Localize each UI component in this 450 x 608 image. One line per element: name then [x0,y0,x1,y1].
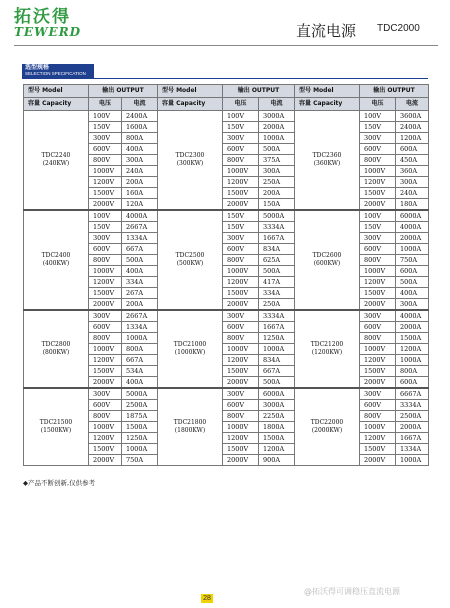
voltage-cell: 150V [223,222,259,233]
voltage-cell: 100V [360,210,396,222]
section-heading [22,64,94,78]
voltage-cell: 1000V [360,344,396,355]
current-cell: 5000A [122,388,158,400]
voltage-cell: 1200V [89,277,122,288]
voltage-cell: 800V [223,155,259,166]
voltage-cell: 1000V [360,266,396,277]
current-cell: 400A [122,377,158,389]
model-capacity: (600KW) [313,260,341,267]
voltage-cell: 600V [360,144,396,155]
voltage-cell: 1000V [89,344,122,355]
voltage-cell: 1500V [223,188,259,199]
voltage-header: 电压 [360,98,396,111]
voltage-cell: 600V [89,400,122,411]
current-cell: 120A [122,199,158,211]
table-row [24,111,429,122]
current-cell: 267A [122,288,158,299]
current-cell: 400A [396,288,429,299]
voltage-cell: 1500V [223,444,259,455]
current-cell: 500A [122,255,158,266]
current-cell: 1000A [259,133,295,144]
model-name: TDC2400 [41,252,71,259]
model-cell [295,310,360,388]
voltage-cell: 600V [360,400,396,411]
section-heading-cn: 选型规格 [25,64,50,71]
current-cell: 1000A [122,333,158,344]
voltage-cell: 1200V [223,277,259,288]
voltage-cell: 1500V [223,366,259,377]
output-header: 输出 OUTPUT [360,85,429,98]
current-cell: 1000A [122,444,158,455]
section-heading-en: SELECTION SPECIFICATION [25,71,86,76]
current-cell: 1000A [396,455,429,466]
table-subheader-row [24,98,429,111]
model-cell [24,210,89,310]
voltage-cell: 300V [360,388,396,400]
voltage-cell: 1200V [360,177,396,188]
voltage-cell: 300V [360,233,396,244]
voltage-cell: 150V [89,122,122,133]
voltage-cell: 300V [223,388,259,400]
voltage-cell: 1200V [223,177,259,188]
voltage-cell: 150V [360,122,396,133]
current-cell: 3000A [259,400,295,411]
current-cell: 1200A [396,344,429,355]
model-cell [295,388,360,466]
current-cell: 300A [122,155,158,166]
voltage-cell: 100V [360,111,396,122]
current-cell: 2000A [396,322,429,333]
current-cell: 1334A [122,233,158,244]
voltage-cell: 300V [360,133,396,144]
model-cell [295,210,360,310]
table-row [24,310,429,322]
current-cell: 150A [259,199,295,211]
voltage-cell: 1500V [360,366,396,377]
model-capacity: (800KW) [42,349,70,356]
voltage-cell: 2000V [360,455,396,466]
current-cell: 500A [259,377,295,389]
model-header: 型号 Model [158,85,223,98]
current-cell: 900A [259,455,295,466]
current-cell: 240A [396,188,429,199]
table-row [24,210,429,222]
voltage-cell: 2000V [89,377,122,389]
voltage-cell: 1000V [223,166,259,177]
voltage-cell: 600V [223,322,259,333]
voltage-cell: 2000V [223,455,259,466]
model-cell [24,111,89,211]
voltage-cell: 2000V [89,199,122,211]
model-capacity: (500KW) [176,260,204,267]
voltage-cell: 150V [223,122,259,133]
current-cell: 750A [122,455,158,466]
voltage-cell: 1000V [223,422,259,433]
current-cell: 667A [122,355,158,366]
current-header: 电流 [259,98,295,111]
current-cell: 1500A [122,422,158,433]
voltage-cell: 1200V [89,177,122,188]
current-cell: 1000A [396,355,429,366]
current-cell: 1250A [259,333,295,344]
model-header: 型号 Model [295,85,360,98]
model-cell [158,210,223,310]
current-cell: 2667A [122,310,158,322]
current-cell: 6000A [259,388,295,400]
current-cell: 1600A [122,122,158,133]
voltage-cell: 300V [223,233,259,244]
voltage-cell: 1200V [89,433,122,444]
voltage-cell: 1000V [360,422,396,433]
watermark: @拓沃得可调稳压直流电源 [304,587,400,596]
model-capacity: (300KW) [176,160,204,167]
model-name: TDC21800 [173,419,207,426]
model-cell [295,111,360,211]
model-cell [24,388,89,466]
current-cell: 400A [122,266,158,277]
voltage-cell: 1200V [360,355,396,366]
voltage-cell: 600V [223,144,259,155]
page-number: 28 [201,594,213,603]
model-name: TDC2240 [41,152,71,159]
current-cell: 800A [122,344,158,355]
voltage-cell: 300V [223,310,259,322]
current-cell: 834A [259,244,295,255]
capacity-header: 容量 Capacity [24,98,89,111]
current-cell: 180A [396,199,429,211]
voltage-cell: 2000V [223,199,259,211]
series-model: TDC2000 [377,23,420,34]
current-cell: 800A [122,133,158,144]
voltage-cell: 800V [223,333,259,344]
voltage-cell: 100V [89,111,122,122]
voltage-cell: 2000V [360,199,396,211]
current-cell: 1000A [259,344,295,355]
model-capacity: (360KW) [313,160,341,167]
current-cell: 4000A [396,222,429,233]
current-cell: 1200A [396,133,429,144]
model-capacity: (2000KW) [311,427,343,434]
current-cell: 2667A [122,222,158,233]
current-cell: 667A [259,366,295,377]
current-cell: 300A [396,299,429,311]
current-cell: 1875A [122,411,158,422]
voltage-cell: 300V [89,133,122,144]
model-cell [158,388,223,466]
voltage-cell: 2000V [360,299,396,311]
voltage-cell: 300V [89,310,122,322]
brand-logo [14,8,124,38]
current-cell: 3334A [259,222,295,233]
voltage-cell: 1000V [223,344,259,355]
voltage-header: 电压 [89,98,122,111]
voltage-cell: 1000V [89,166,122,177]
voltage-cell: 1500V [223,288,259,299]
current-cell: 1250A [122,433,158,444]
output-header: 输出 OUTPUT [223,85,295,98]
current-cell: 2500A [396,411,429,422]
model-name: TDC21200 [310,341,344,348]
current-cell: 800A [396,366,429,377]
model-capacity: (1500KW) [40,427,72,434]
current-cell: 1500A [396,333,429,344]
table-row [24,388,429,400]
voltage-cell: 1500V [89,444,122,455]
voltage-cell: 1500V [360,188,396,199]
voltage-cell: 300V [89,388,122,400]
current-header: 电流 [122,98,158,111]
page-title: 直流电源 [296,22,357,40]
model-name: TDC2800 [41,341,71,348]
voltage-cell: 1500V [89,366,122,377]
table-header-row [24,85,429,98]
voltage-cell: 150V [89,222,122,233]
model-capacity: (1200KW) [311,349,343,356]
current-cell: 334A [122,277,158,288]
model-name: TDC21500 [39,419,73,426]
current-cell: 6000A [396,210,429,222]
current-cell: 2000A [396,422,429,433]
model-name: TDC2500 [175,252,205,259]
current-cell: 450A [396,155,429,166]
current-cell: 667A [122,244,158,255]
model-capacity: (400KW) [42,260,70,267]
current-cell: 750A [396,255,429,266]
current-cell: 1667A [259,233,295,244]
voltage-cell: 600V [89,244,122,255]
voltage-cell: 600V [223,244,259,255]
model-name: TDC2600 [312,252,342,259]
current-cell: 1200A [259,444,295,455]
current-cell: 160A [122,188,158,199]
voltage-cell: 800V [360,155,396,166]
current-cell: 2000A [259,122,295,133]
voltage-cell: 1200V [89,355,122,366]
model-cell [24,310,89,388]
model-name: TDC21000 [173,341,207,348]
current-cell: 500A [259,266,295,277]
model-header: 型号 Model [24,85,89,98]
voltage-cell: 1200V [360,433,396,444]
voltage-cell: 600V [360,322,396,333]
current-cell: 417A [259,277,295,288]
voltage-cell: 1500V [360,288,396,299]
voltage-header: 电压 [223,98,259,111]
current-cell: 2250A [259,411,295,422]
voltage-cell: 2000V [89,455,122,466]
voltage-cell: 1500V [89,188,122,199]
voltage-cell: 1000V [89,266,122,277]
voltage-cell: 2000V [89,299,122,311]
voltage-cell: 1000V [89,422,122,433]
capacity-header: 容量 Capacity [295,98,360,111]
current-cell: 2400A [122,111,158,122]
voltage-cell: 1200V [360,277,396,288]
model-capacity: (1800KW) [174,427,206,434]
current-cell: 2500A [122,400,158,411]
voltage-cell: 1500V [360,444,396,455]
voltage-cell: 600V [89,144,122,155]
voltage-cell: 800V [89,155,122,166]
current-cell: 300A [396,177,429,188]
voltage-cell: 300V [360,310,396,322]
current-cell: 6667A [396,388,429,400]
voltage-cell: 2000V [223,299,259,311]
voltage-cell: 800V [360,411,396,422]
current-cell: 534A [122,366,158,377]
model-capacity: (240KW) [42,160,70,167]
model-name: TDC2360 [312,152,342,159]
disclaimer-note: ◆产品不断创新,仅供参考 [23,479,96,487]
voltage-cell: 1200V [223,355,259,366]
current-cell: 1667A [396,433,429,444]
voltage-cell: 100V [89,210,122,222]
voltage-cell: 800V [89,255,122,266]
current-cell: 625A [259,255,295,266]
current-cell: 200A [122,177,158,188]
current-cell: 600A [396,377,429,389]
current-cell: 3000A [259,111,295,122]
current-cell: 600A [396,266,429,277]
current-cell: 1500A [259,433,295,444]
model-cell [158,310,223,388]
current-cell: 2400A [396,122,429,133]
current-header: 电流 [396,98,429,111]
current-cell: 500A [396,277,429,288]
voltage-cell: 2000V [360,377,396,389]
voltage-cell: 800V [89,411,122,422]
voltage-cell: 1200V [223,433,259,444]
current-cell: 400A [122,144,158,155]
model-name: TDC22000 [310,419,344,426]
current-cell: 3334A [259,310,295,322]
current-cell: 4000A [122,210,158,222]
voltage-cell: 600V [223,400,259,411]
current-cell: 1667A [259,322,295,333]
model-cell [158,111,223,211]
voltage-cell: 800V [89,333,122,344]
current-cell: 1334A [396,444,429,455]
current-cell: 4000A [396,310,429,322]
current-cell: 300A [259,166,295,177]
voltage-cell: 800V [223,411,259,422]
voltage-cell: 800V [360,333,396,344]
current-cell: 1000A [396,244,429,255]
section-divider [22,78,428,79]
current-cell: 500A [259,144,295,155]
current-cell: 5000A [259,210,295,222]
voltage-cell: 300V [223,133,259,144]
current-cell: 250A [259,299,295,311]
model-capacity: (1000KW) [174,349,206,356]
header-divider [14,45,438,46]
current-cell: 240A [122,166,158,177]
current-cell: 250A [259,177,295,188]
current-cell: 3600A [396,111,429,122]
capacity-header: 容量 Capacity [158,98,223,111]
voltage-cell: 1500V [89,288,122,299]
logo-english: TEWERD [14,25,82,39]
current-cell: 1334A [122,322,158,333]
voltage-cell: 600V [360,244,396,255]
voltage-cell: 1000V [223,266,259,277]
current-cell: 600A [396,144,429,155]
voltage-cell: 600V [89,322,122,333]
model-name: TDC2300 [175,152,205,159]
voltage-cell: 1000V [360,166,396,177]
voltage-cell: 100V [223,111,259,122]
current-cell: 2000A [396,233,429,244]
current-cell: 1800A [259,422,295,433]
current-cell: 334A [259,288,295,299]
logo-chinese: 拓沃得 [14,7,71,27]
current-cell: 3334A [396,400,429,411]
current-cell: 834A [259,355,295,366]
voltage-cell: 150V [223,210,259,222]
current-cell: 375A [259,155,295,166]
current-cell: 360A [396,166,429,177]
voltage-cell: 800V [223,255,259,266]
voltage-cell: 150V [360,222,396,233]
current-cell: 200A [259,188,295,199]
voltage-cell: 300V [89,233,122,244]
output-header: 输出 OUTPUT [89,85,158,98]
voltage-cell: 2000V [223,377,259,389]
spec-table [23,84,429,466]
voltage-cell: 800V [360,255,396,266]
current-cell: 200A [122,299,158,311]
